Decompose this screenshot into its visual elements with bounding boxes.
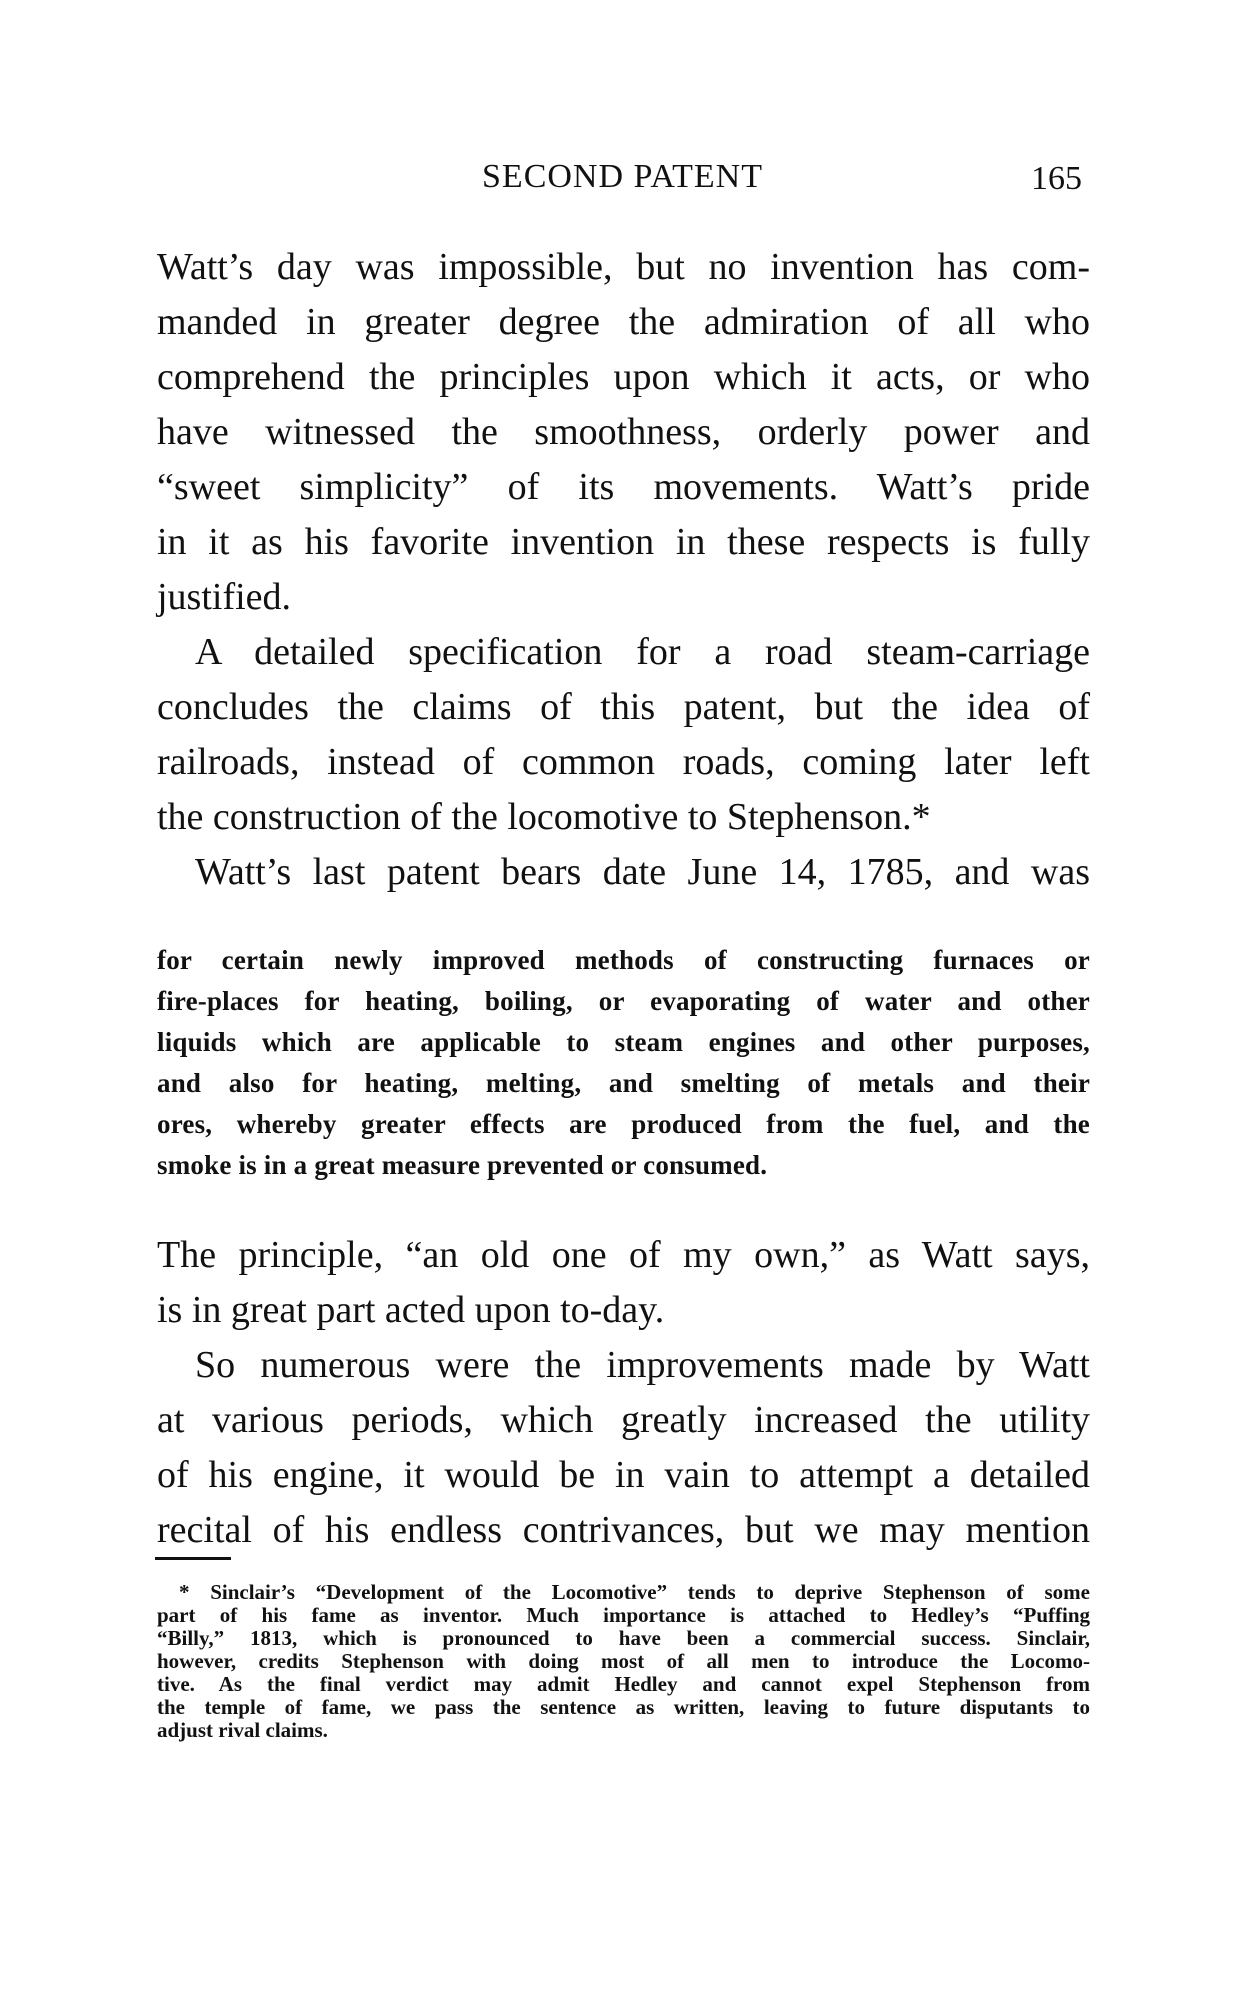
text-line: part of his fame as inventor. Much importance is attached to Hedley’s “Puffing [157, 1603, 1090, 1627]
text-line: liquids which are applicable to steam engines and other purposes, [157, 1027, 1090, 1057]
text-line: recital of his endless contrivances, but we may mention [157, 1509, 1090, 1551]
text-line: in it as his favorite invention in these respects is fully [157, 521, 1090, 563]
text-line: for certain newly improved methods of constructing furnaces or [157, 945, 1090, 975]
text-line: adjust rival claims. [157, 1718, 328, 1742]
text-line: smoke is in a great measure prevented or consumed. [157, 1150, 768, 1180]
text-line: is in great part acted upon to-day. [157, 1289, 665, 1331]
running-head [155, 158, 1090, 202]
running-title: SECOND PATENT [482, 158, 763, 195]
footnote [157, 1581, 1090, 1742]
text-line: tive. As the final verdict may admit Hedley and cannot expel Stephenson from [157, 1672, 1090, 1696]
text-line: railroads, instead of common roads, coming later left [157, 741, 1090, 783]
text-line: concludes the claims of this patent, but the idea of [157, 686, 1090, 728]
patent-quote [157, 940, 1090, 1186]
text-line: justified. [157, 576, 292, 618]
text-line: fire-places for heating, boiling, or evaporating of water and other [157, 986, 1090, 1016]
page-number: 165 [1031, 160, 1082, 197]
text-line: manded in greater degree the admiration of all who [157, 301, 1090, 343]
text-line: A detailed specification for a road steam-carriage [195, 631, 1090, 673]
text-line: ores, whereby greater effects are produced from the fuel, and the [157, 1109, 1090, 1139]
text-line: “Billy,” 1813, which is pronounced to have been a commercial success. Sinclair, [157, 1626, 1090, 1650]
text-line: “sweet simplicity” of its movements. Watt’s pride [157, 466, 1090, 508]
text-line: the temple of fame, we pass the sentence as written, leaving to future disputants to [157, 1695, 1090, 1719]
footnote-rule [155, 1557, 231, 1560]
text-line: The principle, “an old one of my own,” as Watt says, [157, 1234, 1090, 1276]
text-line: Watt’s day was impossible, but no invention has com- [157, 246, 1090, 288]
text-line: of his engine, it would be in vain to attempt a detailed [157, 1454, 1090, 1496]
text-line: and also for heating, melting, and smelting of metals and their [157, 1068, 1090, 1098]
text-line: the construction of the locomotive to Stephenson.* [157, 796, 931, 838]
body-text-bottom [157, 1228, 1090, 1558]
text-line: Watt’s last patent bears date June 14, 1785, and was [195, 851, 1090, 893]
text-line: however, credits Stephenson with doing most of all men to introduce the Locomo- [157, 1649, 1090, 1673]
text-line: at various periods, which greatly increased the utility [157, 1399, 1090, 1441]
text-line: So numerous were the improvements made by Watt [195, 1344, 1090, 1386]
text-line: have witnessed the smoothness, orderly power and [157, 411, 1090, 453]
text-line: * Sinclair’s “Development of the Locomotive” tends to deprive Stephenson of some [179, 1580, 1090, 1604]
body-text-top [157, 240, 1090, 900]
text-line: comprehend the principles upon which it acts, or who [157, 356, 1090, 398]
